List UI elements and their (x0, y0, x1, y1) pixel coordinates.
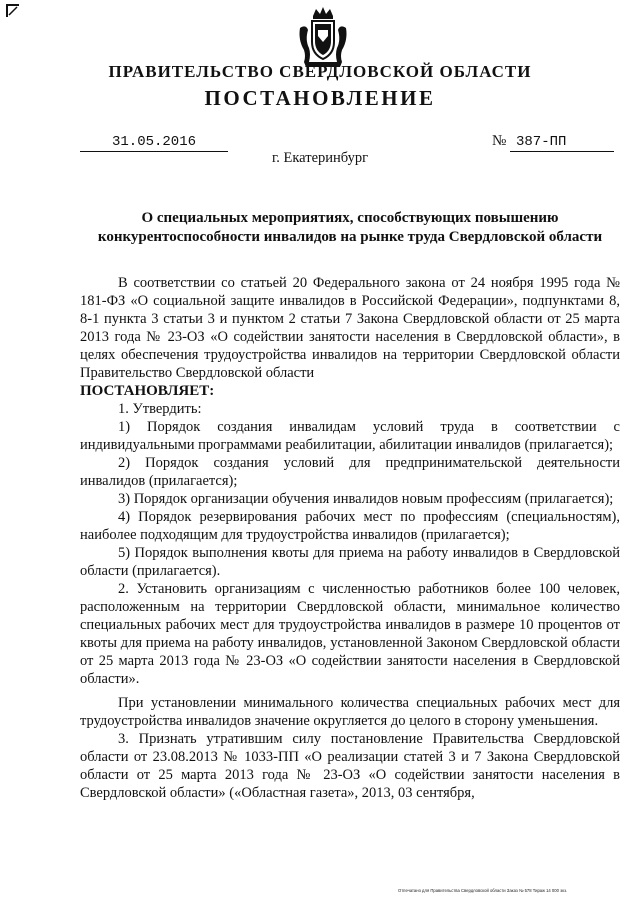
paragraph-2: 2. Установить организациям с численностью работников более 100 человек, расположенным на территории Свердловской области, минимальное количество специальных рабочих мест для трудоустройства инвалидов в размере 10 процентов от квоты для приема на работу инвалидов, установленной Законом Свердловской области от 25 марта 2013 года № 23-ОЗ «О содействии занятости населения в Свердловской области». (80, 581, 620, 687)
document-body (80, 274, 620, 802)
document-date: 31.05.2016 (80, 135, 228, 152)
government-name: ПРАВИТЕЛЬСТВО СВЕРДЛОВСКОЙ ОБЛАСТИ (108, 62, 532, 81)
paragraph-2-note: При установлении минимального количества специальных рабочих мест для трудоустройства инвалидов значение округляется до целого в сторону уменьшения. (80, 695, 620, 729)
coat-of-arms-icon (296, 6, 350, 68)
print-footer-note: Отпечатано для Правительства Свердловской области Заказ № 578 Тираж 14 000 экз. (398, 888, 568, 893)
preamble-paragraph: В соответствии со статьей 20 Федерального закона от 24 ноября 1995 года № 181-ФЗ «О социальной защите инвалидов в Российской Федерации», подпунктами 8, 8-1 пункта 3 статьи 3 и пунктом 2 статьи 7 Закона Свердловской области от 25 марта 2013 года № 23-ОЗ «О содействии занятости населения в Свердловской области», в целях обеспечения трудоустройства инвалидов на территории Свердловской области Правительство Свердловской области (80, 275, 620, 381)
document-number: 387-ПП (510, 135, 614, 152)
paragraph-1-item-4: 4) Порядок резервирования рабочих мест по профессиям (специальностям), наиболее подходящим для трудоустройства инвалидов (прилагается); (80, 509, 620, 543)
document-type: ПОСТАНОВЛЕНИЕ (204, 86, 436, 110)
paragraph-1-item-1: 1) Порядок создания инвалидам условий труда в соответствии с индивидуальными программами реабилитации, абилитации инвалидов (прилагается); (80, 419, 620, 453)
corner-fold-mark (6, 4, 20, 18)
resolves-heading: ПОСТАНОВЛЯЕТ: (80, 383, 215, 399)
document-title: О специальных мероприятиях, способствующих повышению конкурентоспособности инвалидов на рынке труда Свердловской области (97, 210, 603, 245)
document-city: г. Екатеринбург (271, 150, 369, 166)
paragraph-1: 1. Утвердить: (118, 401, 202, 417)
paragraph-1-item-2: 2) Порядок создания условий для предпринимательской деятельности инвалидов (прилагается); (80, 455, 620, 489)
paragraph-1-item-3: 3) Порядок организации обучения инвалидов новым профессиям (прилагается); (118, 491, 614, 507)
document-number-label: № (492, 133, 507, 149)
paragraph-3: 3. Признать утратившим силу постановление Правительства Свердловской области от 23.08.2013 № 1033-ПП «О реализации статей 3 и 7 Закона Свердловской области от 25 марта 2013 года № 23-ОЗ «О содействии занятости населения в Свердловской области» («Областная газета», 2013, 03 сентября, (80, 731, 620, 801)
paragraph-1-item-5: 5) Порядок выполнения квоты для приема на работу инвалидов в Свердловской области (прилагается). (80, 545, 620, 579)
